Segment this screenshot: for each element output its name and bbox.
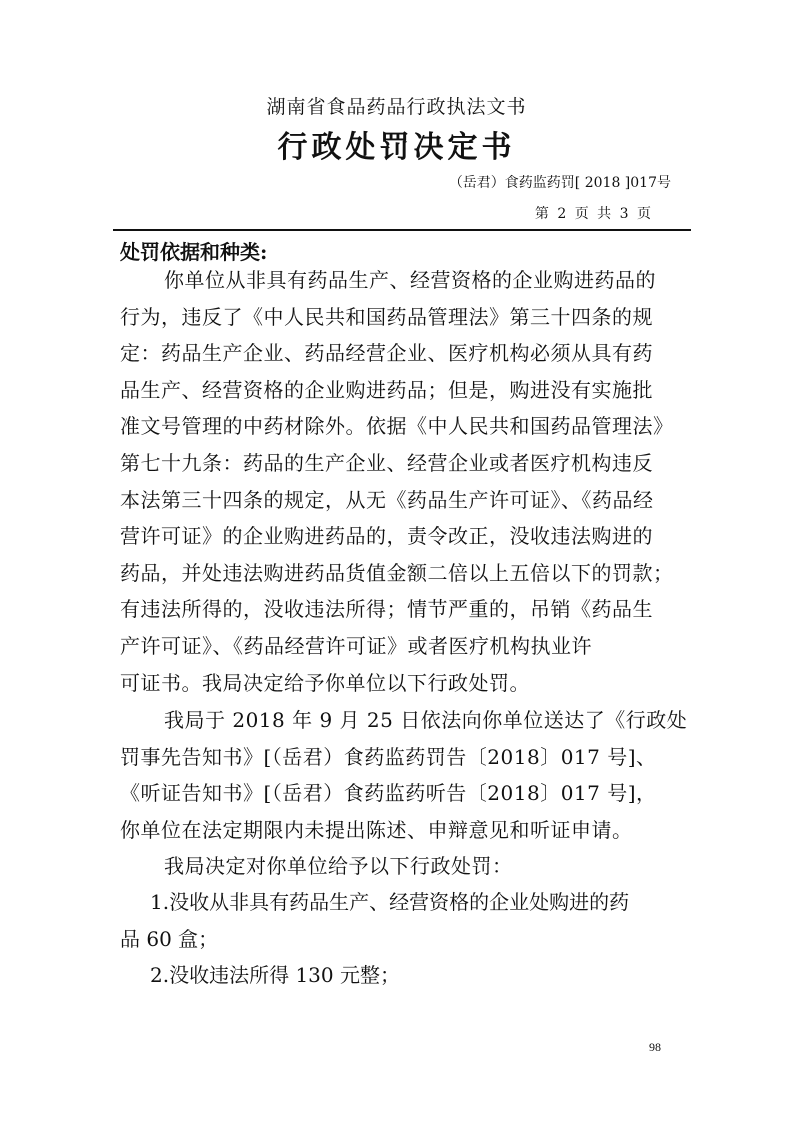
paragraph-line: 可证书。我局决定给予你单位以下行政处罚。 — [120, 670, 530, 695]
paragraph-line: 有违法所得的，没收违法所得；情节严重的，吊销《药品生 — [120, 597, 653, 622]
paragraph-line: 罚事先告知书》[（岳君）食药监药罚告〔2018〕017 号]、 — [120, 744, 657, 769]
list-item-line: 1.没收从非具有药品生产、经营资格的企业处购进的药 — [150, 890, 630, 914]
page-info: 第 2 页 共 3 页 — [534, 206, 651, 222]
decision-intro — [120, 848, 680, 885]
paragraph-line: 准文号管理的中药材除外。依据《中人民共和国药品管理法》 — [120, 414, 674, 439]
paragraph-line: 行为，违反了《中人民共和国药品管理法》第三十四条的规 — [120, 304, 653, 329]
notice-paragraph — [120, 702, 688, 848]
paragraph-line: 营许可证》的企业购进药品的，责令改正，没收违法购进的 — [120, 524, 653, 549]
paragraph-line: 我局决定对你单位给予以下行政处罚： — [164, 854, 513, 878]
paragraph-line: 品生产、经营资格的企业购进药品；但是，购进没有实施批 — [120, 377, 653, 402]
basis-paragraph — [120, 262, 680, 701]
penalty-item-2 — [120, 957, 680, 994]
page-number: 98 — [649, 1040, 661, 1054]
paragraph-line: 第七十九条：药品的生产企业、经营企业或者医疗机构违反 — [120, 450, 653, 475]
document-number: （岳君）食药监药罚[ 2018 ]017号 — [448, 175, 671, 191]
document-series-title: 湖南省食品药品行政执法文书 — [266, 96, 527, 118]
document-title: 行政处罚决定书 — [277, 130, 516, 165]
section-heading: 处罚依据和种类: — [120, 240, 268, 264]
list-item-line: 2.没收违法所得 130 元整； — [150, 963, 400, 987]
paragraph-line: 你单位从非具有药品生产、经营资格的企业购进药品的 — [164, 268, 656, 292]
paragraph-line: 我局于 2018 年 9 月 25 日依法向你单位送达了《行政处 — [164, 708, 688, 732]
paragraph-line: 你单位在法定期限内未提出陈述、申辩意见和听证申请。 — [120, 817, 633, 842]
paragraph-line: 药品，并处违法购进药品货值金额二倍以上五倍以下的罚款； — [120, 560, 674, 585]
paragraph-line: 《听证告知书》[（岳君）食药监药听告〔2018〕017 号]， — [120, 781, 657, 806]
paragraph-line: 产许可证》、《药品经营许可证》或者医疗机构执业许 — [120, 633, 592, 658]
penalty-item-1 — [120, 884, 680, 957]
paragraph-line: 本法第三十四条的规定，从无《药品生产许可证》、《药品经 — [120, 487, 654, 512]
list-item-line: 品 60 盒； — [120, 926, 219, 951]
paragraph-line: 定：药品生产企业、药品经营企业、医疗机构必须从具有药 — [120, 341, 653, 366]
header-divider — [113, 229, 691, 231]
